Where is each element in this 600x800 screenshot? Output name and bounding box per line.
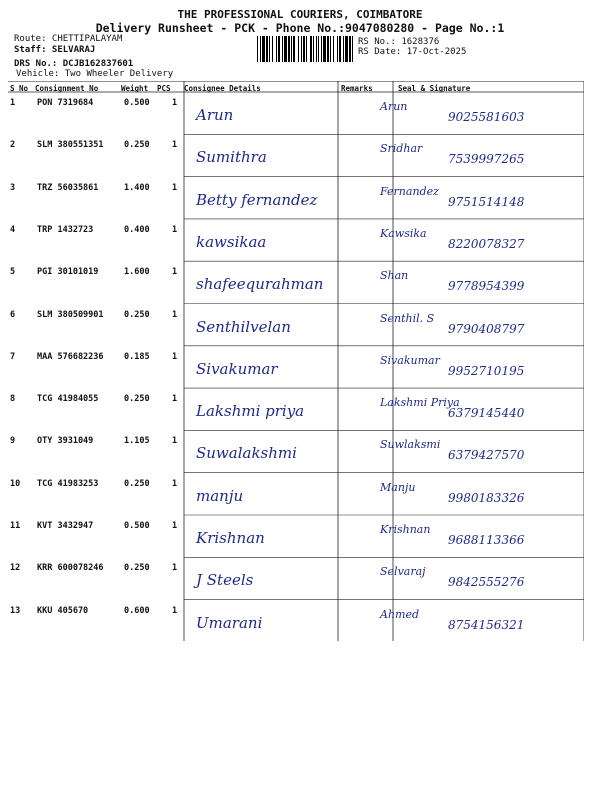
row-sno: 13	[10, 605, 21, 616]
row-sno: 4	[10, 224, 16, 235]
row-phone: 9842555276	[448, 575, 525, 590]
runsheet-subtitle: Delivery Runsheet - PCK - Phone No.:9047080280 - Page No.:1	[95, 21, 505, 35]
row-sno: 2	[10, 140, 16, 151]
row-phone: 6379145440	[448, 406, 525, 421]
row-signature: Selvaraj	[380, 565, 426, 579]
row-pcs: 1	[172, 309, 178, 320]
row-pcs: 1	[172, 224, 178, 235]
row-signature: Shan	[380, 269, 409, 283]
row-pcs: 1	[172, 182, 178, 193]
row-phone: 8754156321	[448, 617, 525, 632]
col-consignee: Consignee Details	[184, 84, 261, 93]
row-weight: 0.500	[124, 521, 150, 531]
row-pcs: 1	[172, 436, 178, 447]
row-pcs: 1	[172, 98, 178, 108]
row-phone: 7539997265	[448, 152, 525, 167]
row-consignment-no: TCG 41984055	[37, 394, 99, 405]
row-signature: Arun	[380, 100, 408, 113]
row-phone: 9790408797	[448, 321, 525, 336]
row-consignment-no: PON 7319684	[37, 98, 94, 108]
row-consignee-name: J Steels	[196, 571, 254, 590]
row-signature: Suwlaksmi	[380, 438, 441, 452]
row-pcs: 1	[172, 351, 178, 362]
row-consignment-no: KKU 405670	[37, 605, 89, 616]
row-pcs: 1	[172, 140, 178, 151]
row-weight: 1.105	[124, 436, 150, 447]
row-weight: 0.250	[124, 394, 150, 405]
row-signature: Ahmed	[380, 607, 420, 621]
row-phone: 6379427570	[448, 448, 525, 463]
row-weight: 0.600	[124, 605, 150, 616]
row-sno: 7	[10, 351, 16, 362]
row-weight: 0.500	[124, 98, 150, 108]
row-sno: 3	[10, 182, 16, 193]
row-consignee-name: Lakshmi priya	[196, 402, 305, 421]
row-phone: 9025581603	[448, 110, 525, 124]
row-consignee-name: shafeequrahman	[196, 275, 324, 294]
row-signature: Kawsika	[380, 226, 427, 240]
row-consignment-no: SLM 380509901	[37, 309, 104, 320]
row-consignment-no: TRP 1432723	[37, 224, 94, 235]
row-pcs: 1	[172, 267, 178, 278]
row-sno: 11	[10, 521, 21, 531]
row-sno: 8	[10, 394, 16, 405]
company-title: THE PROFESSIONAL COURIERS, COIMBATORE	[177, 8, 423, 21]
row-sno: 10	[10, 478, 21, 489]
row-pcs: 1	[172, 478, 178, 489]
row-phone: 9778954399	[448, 279, 525, 294]
row-weight: 0.250	[124, 140, 150, 151]
row-pcs: 1	[172, 605, 178, 616]
rs-date: RS Date: 17-Oct-2025	[358, 47, 467, 57]
row-weight: 0.250	[124, 563, 150, 574]
row-consignee-name: Betty fernandez	[196, 190, 318, 209]
row-signature: Manju	[380, 480, 416, 494]
col-consignment: Consignment No	[35, 84, 99, 93]
col-pcs: PCS	[157, 84, 171, 93]
row-consignment-no: MAA 576682236	[37, 351, 104, 362]
row-consignment-no: OTY 3931049	[37, 436, 94, 447]
row-phone: 8220078327	[448, 236, 525, 251]
vehicle-label: Vehicle: Two Wheeler Delivery	[16, 69, 174, 79]
col-remarks: Remarks	[341, 84, 373, 93]
row-signature: Sivakumar	[380, 353, 440, 367]
row-phone: 9688113366	[448, 533, 525, 547]
rs-number: RS No.: 1628376	[358, 37, 440, 47]
row-consignee-name: Senthilvelan	[196, 317, 291, 336]
row-weight: 1.600	[124, 267, 150, 278]
row-pcs: 1	[172, 521, 178, 531]
row-signature: Sridhar	[380, 142, 423, 156]
row-consignment-no: TCG 41983253	[37, 478, 99, 489]
row-consignee-name: Arun	[196, 106, 234, 124]
row-consignment-no: KVT 3432947	[37, 521, 94, 531]
row-phone: 9952710195	[448, 363, 525, 378]
staff-label: Staff: SELVARAJ	[14, 45, 96, 55]
row-consignee-name: kawsikaa	[196, 232, 267, 251]
row-consignment-no: SLM 380551351	[37, 140, 104, 151]
row-weight: 0.250	[124, 309, 150, 320]
row-weight: 0.185	[124, 351, 150, 362]
row-signature: Krishnan	[380, 523, 431, 536]
row-consignee-name: manju	[196, 486, 244, 505]
row-weight: 0.400	[124, 224, 150, 235]
barcode-icon	[257, 36, 353, 62]
row-pcs: 1	[172, 563, 178, 574]
row-sno: 6	[10, 309, 16, 320]
route-label: Route: CHETTIPALAYAM	[14, 34, 123, 44]
row-weight: 0.250	[124, 478, 150, 489]
row-consignment-no: KRR 600078246	[37, 563, 104, 574]
row-sno: 1	[10, 98, 16, 108]
row-pcs: 1	[172, 394, 178, 405]
row-consignee-name: Krishnan	[196, 529, 265, 547]
row-sno: 9	[10, 436, 16, 447]
row-consignee-name: Suwalakshmi	[196, 444, 297, 463]
col-seal-signature: Seal & Signature	[398, 84, 471, 93]
row-consignment-no: PGI 30101019	[37, 267, 99, 278]
row-consignee-name: Sivakumar	[196, 359, 278, 378]
col-weight: Weight	[121, 84, 149, 93]
row-sno: 12	[10, 563, 21, 574]
row-signature: Fernandez	[380, 184, 439, 198]
row-consignee-name: Umarani	[196, 613, 263, 632]
row-signature: Senthil. S	[380, 311, 435, 325]
row-consignee-name: Sumithra	[196, 148, 267, 167]
drs-number: DRS No.: DCJB162837601	[14, 59, 134, 69]
row-weight: 1.400	[124, 182, 150, 193]
row-sno: 5	[10, 267, 16, 278]
row-phone: 9751514148	[448, 194, 525, 209]
row-phone: 9980183326	[448, 490, 525, 505]
row-signature: Lakshmi Priya	[380, 396, 460, 410]
col-sno: S No	[10, 84, 29, 93]
row-consignment-no: TRZ 56035861	[37, 182, 99, 193]
